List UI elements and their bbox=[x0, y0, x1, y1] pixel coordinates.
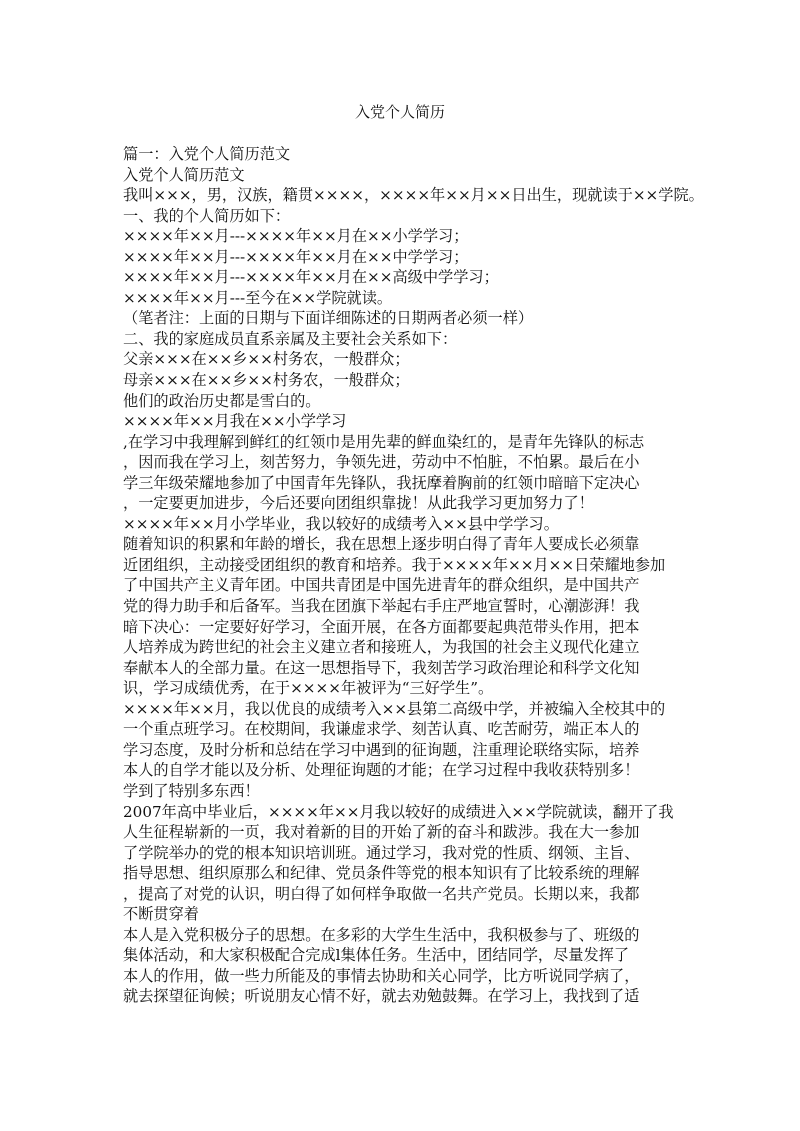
text-line: 我叫×××，男，汉族，籍贯××××，××××年××月××日出生，现就读于××学院。 bbox=[123, 186, 704, 205]
document-title: 入党个人简历 bbox=[354, 103, 445, 121]
text-line: 父亲×××在××乡××村务农，一般群众； bbox=[123, 350, 410, 369]
text-line: 2007年高中毕业后，××××年××月我以较好的成绩进入××学院就读，翻开了我 bbox=[123, 802, 674, 821]
text-line: 一、我的个人简历如下： bbox=[123, 206, 291, 225]
text-line: 暗下决心：一定要好好学习，全面开展，在各方面都要起典范带头作用，把本 bbox=[123, 617, 640, 636]
text-line: ××××年××月---××××年××月在××高级中学学习； bbox=[123, 268, 499, 287]
text-line: 了中国共产主义青年团。中国共青团是中国先进青年的群众组织，是中国共产 bbox=[123, 576, 640, 595]
text-line: 母亲×××在××乡××村务农，一般群众； bbox=[123, 371, 410, 390]
text-line: ××××年××月---××××年××月在××中学学习； bbox=[123, 247, 469, 266]
text-line: 二、我的家庭成员直系亲属及主要社会关系如下： bbox=[123, 329, 458, 348]
text-line: ，一定要更加进步，今后还要向团组织靠拢！从此我学习更加努力了！ bbox=[123, 494, 594, 513]
text-line: ××××年××月---××××年××月在××小学学习； bbox=[123, 227, 469, 246]
text-line: ××××年××月我在××小学学习 bbox=[123, 412, 347, 431]
text-line: ××××年××月---至今在××学院就读。 bbox=[123, 288, 393, 307]
text-line: ,在学习中我理解到鲜红的红领巾是用先辈的鲜血染红的，是青年先锋队的标志 bbox=[123, 432, 645, 451]
text-line: 奉献本人的全部力量。在这一思想指导下，我刻苦学习政治理论和科学文化知 bbox=[123, 658, 640, 677]
text-line: 人生征程崭新的一页，我对着新的目的开始了新的奋斗和跋涉。我在大一参加 bbox=[123, 823, 640, 842]
document-body bbox=[123, 144, 704, 1007]
text-line: 入党个人简历范文 bbox=[123, 165, 245, 184]
text-line: 了学院举办的党的根本知识培训班。通过学习，我对党的性质、纲领、主旨、 bbox=[123, 843, 640, 862]
text-line: 就去探望征询候；听说朋友心情不好，就去劝勉鼓舞。在学习上，我找到了适 bbox=[123, 987, 640, 1006]
text-line: ，因而我在学习上，刻苦努力，争领先进，劳动中不怕脏，不怕累。最后在小 bbox=[123, 453, 640, 472]
text-line: 党的得力助手和后备军。当我在团旗下举起右手庄严地宣誓时，心潮澎湃！我 bbox=[123, 597, 640, 616]
text-line: 人培养成为跨世纪的社会主义建立者和接班人，为我国的社会主义现代化建立 bbox=[123, 638, 640, 657]
text-line: 篇一：入党个人简历范文 bbox=[123, 145, 291, 163]
text-line: 识，学习成绩优秀，在于××××年被评为“三好学生”。 bbox=[123, 679, 494, 698]
text-line: 指导思想、组织原那么和纪律、党员条件等党的根本知识有了比较系统的理解 bbox=[123, 864, 640, 883]
text-line: 一个重点班学习。在校期间，我谦虚求学、刻苦认真、吃苦耐劳，端正本人的 bbox=[123, 720, 640, 739]
text-line: （笔者注：上面的日期与下面详细陈述的日期两者必须一样） bbox=[123, 309, 534, 328]
text-line: 本人是入党积极分子的思想。在多彩的大学生生活中，我积极参与了、班级的 bbox=[123, 925, 640, 944]
text-line: 本人的作用，做一些力所能及的事情去协助和关心同学，比方听说同学病了， bbox=[123, 966, 640, 985]
text-line: ××××年××月小学毕业，我以较好的成绩考入××县中学学习。 bbox=[123, 514, 559, 533]
text-line: ，提高了对党的认识，明白得了如何样争取做一名共产党员。长期以来，我都 bbox=[123, 884, 640, 903]
text-line: 学到了特别多东西！ bbox=[123, 781, 260, 800]
text-line: 学三年级荣耀地参加了中国青年先锋队，我抚摩着胸前的红领巾暗暗下定决心 bbox=[123, 473, 640, 492]
text-line: 他们的政治历史都是雪白的。 bbox=[123, 391, 321, 410]
text-line: 集体活动，和大家积极配合完成l集体任务。生活中，团结同学，尽量发挥了 bbox=[123, 946, 630, 965]
text-line: 学习态度，及时分析和总结在学习中遇到的征询题，注重理论联络实际，培养 bbox=[123, 740, 640, 759]
text-line: 本人的自学才能以及分析、处理征询题的才能；在学习过程中我收获特别多！ bbox=[123, 761, 640, 780]
text-line: 随着知识的积累和年龄的增长，我在思想上逐步明白得了青年人要成长必须靠 bbox=[123, 535, 640, 554]
text-line: 不断贯穿着 bbox=[123, 905, 199, 924]
text-line: ××××年××月，我以优良的成绩考入××县第二高级中学，并被编入全校其中的 bbox=[123, 699, 666, 718]
text-line: 近团组织，主动接受团组织的教育和培养。我于××××年××月××日荣耀地参加 bbox=[123, 555, 666, 574]
